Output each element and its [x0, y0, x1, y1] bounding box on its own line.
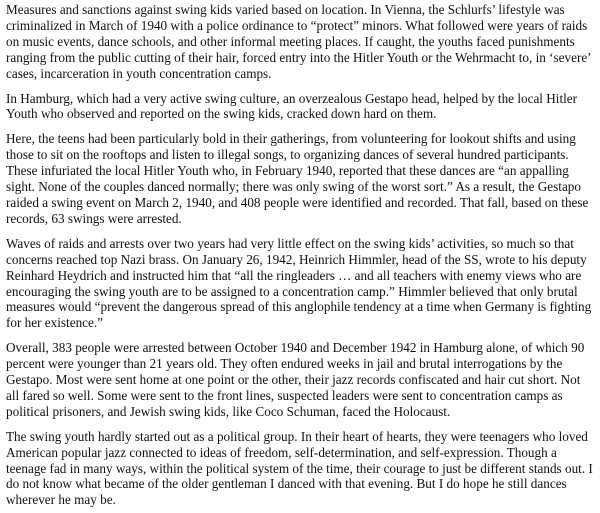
paragraph-arrests: Overall, 383 people were arrested between October 1940 and December 1942 in Hamburg alone, of which 90 percent were younger than 21 years old. They often endured weeks in jail and brutal interrogations by the Gestapo. Most were sent home at one point or the other, their jazz records confiscated and hair cut short. Not all fared so well. Some were sent to the front lines, suspected leaders were sent to concentration camps as political prisoners, and Jewish swing kids, like Coco Schuman, faced the Holocaust. [6, 340, 585, 419]
paragraph-vienna: Measures and sanctions against swing kids varied based on location. In Vienna, the Schlurfs’ lifestyle was criminalized in March of 1940 with a police ordinance to “protect” minors. What followed were years of raids on music events, dance schools, and other informal meeting places. If caught, the youths faced punishments ranging from the public cutting of their hair, forced entry into the Hitler Youth or the Wehrmacht to, in ‘severe’ cases, incarceration in youth concentration camps. [6, 2, 591, 81]
paragraph-gap [6, 227, 594, 236]
paragraph-conclusion: The swing youth hardly started out as a political group. In their heart of hearts, they were teenagers who loved American popular jazz connected to ideas of freedom, self-determination, and self-expression. Though a teenage fad in many ways, within the political system of the time, their courage to just be different stands out. I do not know what became of the older gentleman I danced with that evening. But I do hope he still dances wherever he may be. [6, 428, 593, 508]
paragraph-gap [6, 420, 594, 429]
paragraph-gap [6, 331, 594, 340]
paragraph-himmler: Waves of raids and arrests over two years had very little effect on the swing kids’ activities, so much so that concerns reached top Nazi brass. On January 26, 1942, Heinrich Himmler, head of the SS, wrote to his deputy Reinhard Heydrich and instructed him that “all the ringleaders … and all teachers with enemy views who are encouraging the swing youth are to be assigned to a concentration camp.” Himmler believed that only brutal measures would “prevent the dangerous spread of this anglophile tendency at a time when Germany is fighting for her existence.” [6, 235, 592, 331]
paragraph-gap [6, 82, 594, 91]
paragraph-gap [6, 122, 594, 131]
paragraph-gatherings: Here, the teens had been particularly bold in their gatherings, from volunteering for lookout shifts and using those to sit on the rooftops and listen to illegal songs, to organizing dances of several hundred participants. These infuriated the local Hitler Youth who, in February 1940, reported that these dances are “an appalling sight. None of the couples danced normally; there was only swing of the worst sort.” As a result, the Gestapo raided a swing event on March 2, 1940, and 408 people were identified and recorded. That fall, based on these records, 63 swings were arrested. [6, 131, 589, 226]
paragraph-hamburg: In Hamburg, which had a very active swing culture, an overzealous Gestapo head, helped by the local Hitler Youth who observed and reported on the swing kids, cracked down hard on them. [6, 90, 578, 122]
